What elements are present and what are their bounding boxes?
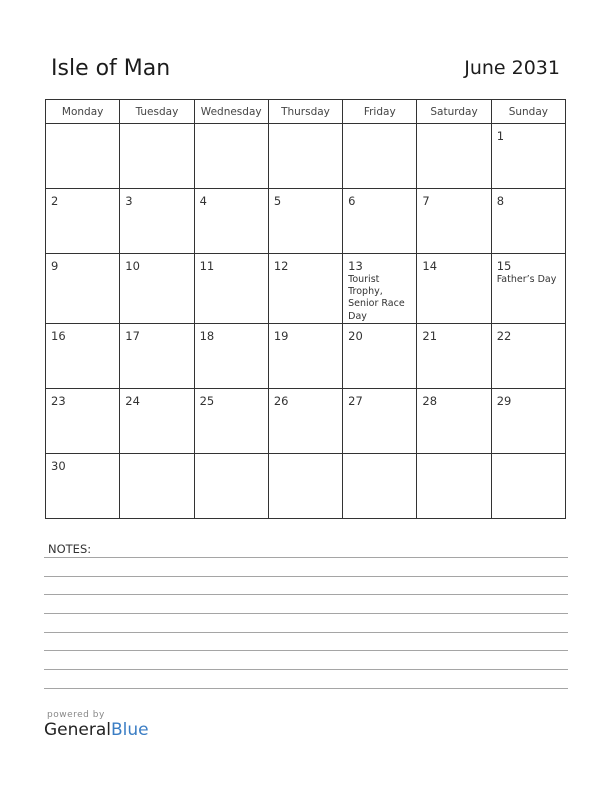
week-row [46,124,566,189]
day-cell [491,454,565,519]
day-cell [268,189,342,254]
day-number: 18 [199,329,215,344]
day-cell [268,254,342,324]
day-number: 20 [348,329,363,344]
note-line [44,613,568,614]
weekday-header-row [46,100,566,124]
day-cell [46,389,120,454]
day-cell [194,454,268,519]
day-cell [46,454,120,519]
day-cell [120,454,194,519]
weekday-header: Saturday [417,100,491,124]
day-number: 29 [496,394,512,409]
day-number: 4 [199,194,207,208]
day-number: 8 [496,194,505,208]
day-number: 26 [273,394,289,409]
day-number: 30 [51,459,66,474]
day-cell [343,389,417,454]
day-number: 17 [125,329,140,344]
day-number: 3 [125,194,133,208]
week-row [46,454,566,519]
note-line [44,669,568,670]
day-cell [120,254,194,324]
day-cell [417,124,491,189]
day-number: 13 [348,259,363,273]
powered-by-text: powered by [47,710,105,720]
note-line [44,557,568,558]
day-number: 1 [496,129,505,143]
day-cell [46,124,120,189]
note-line [44,576,568,577]
day-cell [268,454,342,519]
day-cell [194,324,268,389]
week-row [46,324,566,389]
day-number: 28 [422,394,438,409]
holiday-label: Tourist Trophy, Senior Race Day [348,273,405,322]
calendar-grid [45,99,566,519]
day-number: 21 [422,329,438,344]
brand-blue: Blue [111,720,149,740]
day-number: 24 [125,394,140,409]
day-cell [417,389,491,454]
day-cell [194,254,268,324]
note-line [44,632,568,633]
weekday-header: Tuesday [120,100,194,124]
day-cell [194,389,268,454]
day-number: 14 [422,259,438,273]
day-number: 25 [199,394,215,409]
day-number: 9 [51,259,59,273]
day-number: 7 [422,194,430,208]
week-row [46,389,566,454]
weekday-header: Thursday [268,100,342,124]
day-number: 15 [496,259,512,273]
note-line [44,650,568,651]
calendar-title: Isle of Man [51,56,171,81]
day-cell [491,189,565,254]
week-row [46,189,566,254]
day-cell [194,189,268,254]
note-line [44,688,568,689]
day-number: 5 [273,194,282,208]
day-number: 16 [51,329,66,344]
day-cell [120,324,194,389]
day-number: 6 [348,194,356,208]
day-number: 23 [51,394,66,409]
day-cell [417,454,491,519]
brand-general: General [44,720,111,740]
weekday-header: Friday [343,100,417,124]
day-cell [46,324,120,389]
day-cell [491,124,565,189]
day-number: 10 [125,259,140,273]
weekday-header: Sunday [491,100,565,124]
day-cell [343,189,417,254]
day-cell [343,124,417,189]
day-cell [491,324,565,389]
day-cell [343,254,417,324]
weekday-header: Monday [46,100,120,124]
day-cell [343,324,417,389]
day-cell [268,389,342,454]
day-number: 11 [199,259,215,273]
notes-label: NOTES: [48,542,92,556]
day-cell [194,124,268,189]
weekday-header: Wednesday [194,100,268,124]
day-cell [46,189,120,254]
day-cell [268,324,342,389]
day-number: 19 [273,329,289,344]
day-cell [120,189,194,254]
day-number: 22 [496,329,512,344]
day-cell [417,254,491,324]
day-cell [268,124,342,189]
day-cell [417,189,491,254]
calendar-month: June 2031 [464,57,560,79]
brand-logo[interactable] [44,720,149,740]
holiday-label: Father’s Day [496,273,557,285]
day-cell [417,324,491,389]
day-cell [120,124,194,189]
day-cell [120,389,194,454]
day-number: 12 [273,259,289,273]
day-number: 2 [51,194,59,208]
note-line [44,594,568,595]
day-cell [491,254,565,324]
day-cell [491,389,565,454]
day-number: 27 [348,394,363,409]
week-row [46,254,566,324]
day-cell [46,254,120,324]
day-cell [343,454,417,519]
